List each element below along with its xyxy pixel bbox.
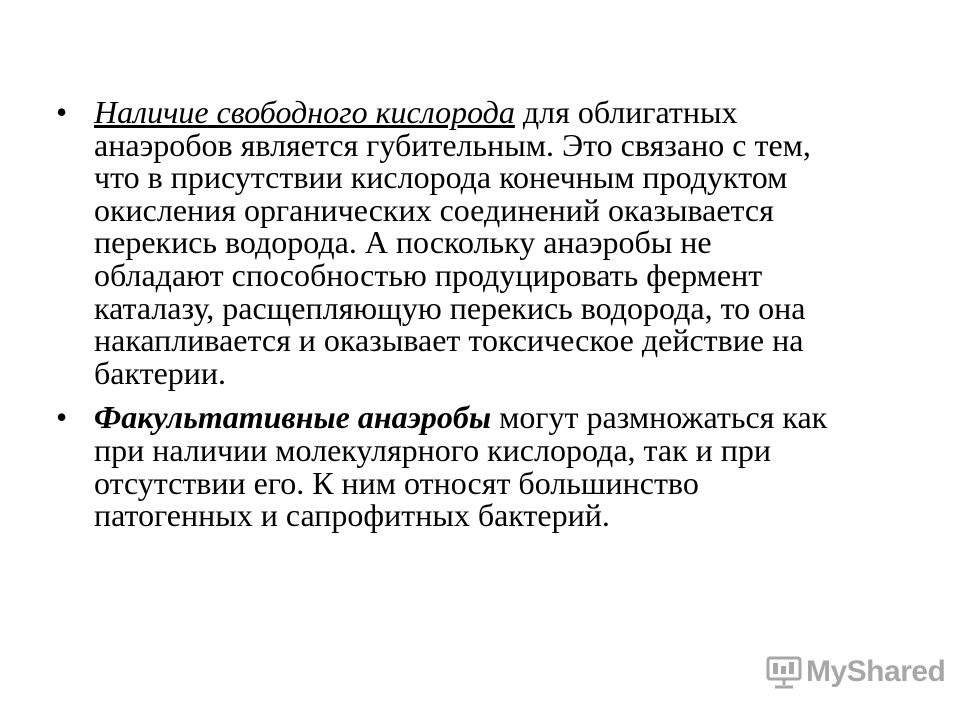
- watermark-logo: [766, 652, 945, 692]
- bullet-marker: •: [56, 399, 68, 436]
- bullet-text: для облигатных анаэробов является губительным. Это связано с тем, что в присутствии кислорода конечным продуктом окисления органических соединений оказывается перекись водорода. А поскольку анаэробы не обладают способностью продуцировать фермент каталазу, расщепляющую перекись водорода, то она накапливается и оказывает токсическое действие на бактерии.: [94, 94, 811, 391]
- bullet-item-anaerobes-oxygen: [56, 96, 846, 389]
- watermark-text: MyShared: [806, 655, 946, 688]
- presentation-board-icon: [766, 655, 802, 689]
- bullet-lead-bold: Факультативные анаэробы: [94, 399, 492, 436]
- bullet-marker: •: [56, 94, 68, 130]
- bullet-lead-underlined: Наличие свободного кислорода: [94, 94, 515, 130]
- bullet-item-facultative-anaerobes: [56, 399, 846, 534]
- bullet-list: [56, 96, 846, 544]
- bullet-text: могут размножаться как при наличии молекулярного кислорода, так и при отсутствии его. К ним относят большинство патогенных и сапрофитных бактерий.: [94, 399, 828, 534]
